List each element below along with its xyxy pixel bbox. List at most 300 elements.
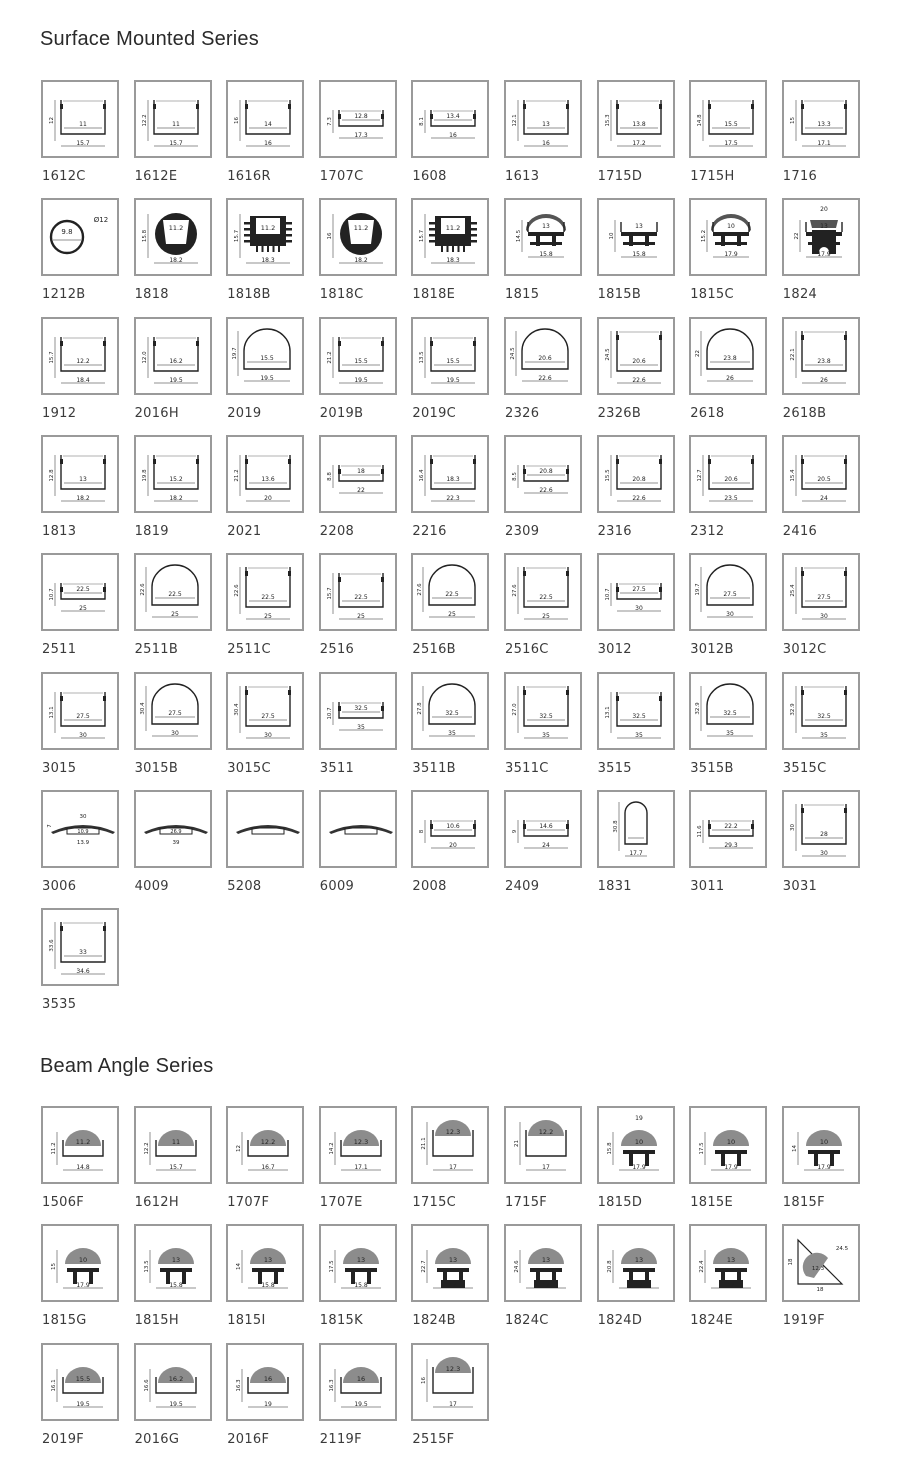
- profile-item: [597, 435, 675, 547]
- profile-code: 2326B: [597, 405, 642, 421]
- width-label: 16: [449, 132, 458, 139]
- top-label: 19: [634, 1115, 643, 1122]
- channel-profile-icon: [784, 319, 858, 393]
- profile-item: [782, 1224, 860, 1336]
- profile-item: [411, 553, 489, 665]
- profile-code: 3011: [690, 878, 725, 894]
- profile-drawing: [597, 553, 675, 631]
- width-label: 22.6: [631, 494, 646, 502]
- dome-profile-icon: [506, 200, 580, 274]
- profile-drawing: [504, 317, 582, 395]
- width-label: 19.5: [354, 376, 368, 384]
- profile-drawing: [597, 80, 675, 158]
- wing-profile-icon: [43, 792, 117, 866]
- profile-drawing: [134, 198, 212, 276]
- profile-item: [41, 435, 119, 547]
- profile-drawing: [689, 553, 767, 631]
- profile-drawing: [134, 1106, 212, 1184]
- width-label: 39: [172, 839, 180, 846]
- height-label: 15.2: [701, 230, 708, 243]
- height-label: 8: [419, 829, 426, 834]
- profile-drawing: [226, 317, 304, 395]
- profile-code: 3535: [42, 997, 77, 1013]
- width-label: 17.9: [631, 1164, 646, 1171]
- inner-label: 11.2: [168, 224, 183, 233]
- width-label: 17.9: [724, 1164, 738, 1171]
- profile-item: [134, 198, 212, 310]
- inner-label: 13.6: [261, 475, 275, 483]
- profile-code: 1815H: [134, 1313, 179, 1329]
- profile-drawing: [41, 553, 119, 631]
- profile-drawing: [134, 553, 212, 631]
- profile-item: [597, 317, 675, 429]
- beam-profile-icon: [43, 1226, 117, 1300]
- width-label: 16.7: [261, 1164, 275, 1171]
- width-label: 24: [819, 494, 828, 502]
- corner-profile-icon: [784, 1226, 858, 1300]
- profile-code: 1912: [42, 405, 77, 421]
- inner-label: 10: [634, 1138, 643, 1146]
- profile-item: [782, 80, 860, 192]
- channel-profile-icon: [136, 82, 210, 156]
- profile-item: [689, 1106, 767, 1218]
- profile-item: [597, 790, 675, 902]
- width-label: 19.5: [354, 1400, 368, 1408]
- width-label: 17.9: [76, 1282, 90, 1290]
- profile-code: 2316: [597, 523, 632, 539]
- height-label: 19.7: [695, 583, 702, 596]
- profile-item: [226, 672, 304, 784]
- beam-profile-icon: [228, 1226, 302, 1300]
- channel-profile-icon: [43, 82, 117, 156]
- profile-item: [41, 198, 119, 310]
- channel-profile-icon: [691, 82, 765, 156]
- profile-item: [504, 790, 582, 902]
- height-label: 15.5: [604, 469, 611, 482]
- profile-item: [41, 80, 119, 192]
- profile-drawing: [504, 790, 582, 868]
- profile-drawing: [782, 317, 860, 395]
- width-label: 19.5: [168, 1400, 183, 1408]
- profile-code: 2511B: [134, 642, 179, 658]
- height-label: 16.3: [328, 1378, 335, 1392]
- profile-drawing: [597, 198, 675, 276]
- inner-label: 12.2: [76, 357, 90, 365]
- height-label: 14.5: [516, 230, 522, 243]
- inner-label: 22.5: [445, 591, 460, 599]
- height-label: 10: [608, 232, 615, 240]
- inner-label: 27.5: [631, 586, 646, 594]
- height-label: 12: [49, 117, 55, 124]
- width-label: 17.7: [628, 849, 643, 857]
- channel-profile-icon: [784, 555, 858, 629]
- profile-drawing: [411, 317, 489, 395]
- height-label: 24.5: [510, 346, 516, 360]
- inner-label: 27.5: [167, 709, 182, 717]
- profile-code: 1815D: [597, 1195, 643, 1210]
- channel-profile-icon: [599, 319, 673, 393]
- profile-item: [226, 1343, 304, 1455]
- width-label: 17: [449, 1400, 458, 1408]
- profile-drawing: [689, 1106, 767, 1184]
- profile-drawing: [411, 553, 489, 631]
- inner-label: 26.9: [170, 828, 182, 835]
- height-label: 27.6: [417, 583, 424, 596]
- width-label: 30: [726, 611, 735, 619]
- profile-drawing: [319, 1106, 397, 1184]
- height-label: 10.7: [326, 706, 333, 720]
- profile-code: 2008: [412, 878, 447, 894]
- width-label: 17: [542, 1164, 550, 1171]
- inner-label: 15.5: [446, 357, 461, 365]
- width-label: 15.8: [354, 1282, 368, 1290]
- profile-code: 1612E: [134, 169, 178, 184]
- height-label: 8.8: [326, 472, 333, 481]
- profile-drawing: [689, 435, 767, 513]
- profile-item: [134, 553, 212, 665]
- profile-item: [782, 435, 860, 547]
- width-label: 16: [542, 140, 550, 147]
- profile-code: 1919F: [782, 1313, 825, 1329]
- profile-item: [134, 790, 212, 902]
- channel-profile-icon: [321, 319, 395, 393]
- width-label: 30: [634, 605, 643, 613]
- profile-item: [319, 1343, 397, 1455]
- height-label: 16: [234, 117, 241, 124]
- wing-profile-icon: [136, 792, 210, 866]
- width-label: 19.5: [260, 374, 274, 382]
- width-label: 35: [542, 731, 550, 739]
- width-label: 35: [634, 731, 643, 739]
- heatsink-profile-icon: [413, 200, 487, 274]
- width-label: 25: [356, 613, 365, 621]
- profile-drawing: [134, 672, 212, 750]
- profile-code: 1212B: [42, 287, 86, 303]
- channel-profile-icon: [506, 674, 580, 748]
- height-label: 14.8: [697, 114, 704, 127]
- profile-drawing: [226, 1224, 304, 1302]
- wing-profile-icon: [228, 792, 302, 866]
- channel-profile-icon: [228, 555, 302, 629]
- dome-profile-icon: [228, 319, 302, 393]
- profile-code: 3515: [597, 760, 632, 776]
- inner-label: 27.5: [723, 591, 737, 599]
- width-label: 19.5: [76, 1400, 90, 1408]
- inner-label: 10.6: [446, 822, 461, 830]
- height-label: 8.5: [512, 472, 518, 481]
- profile-drawing: [319, 198, 397, 276]
- inner-label: 32.5: [723, 709, 737, 717]
- height-label: 7.3: [326, 117, 333, 126]
- profile-drawing: [226, 672, 304, 750]
- inner-label: 32.5: [354, 704, 368, 712]
- profile-code: 1831: [597, 878, 632, 894]
- beam-profile-icon: [321, 1108, 395, 1182]
- profile-drawing: [782, 790, 860, 868]
- inner-label: 14.6: [539, 822, 553, 830]
- width-label: 26: [726, 374, 735, 382]
- profile-item: [782, 317, 860, 429]
- profile-item: [504, 80, 582, 192]
- height-label: 24.5: [604, 347, 611, 361]
- height-label: 14.2: [328, 1142, 335, 1155]
- top-label: 20: [819, 206, 828, 214]
- profile-item: [504, 317, 582, 429]
- profile-item: [782, 553, 860, 665]
- height-label: 14: [236, 1263, 243, 1271]
- height-label: 12.2: [143, 1142, 150, 1155]
- width-label: 30: [264, 731, 273, 739]
- width-label: 17.1: [817, 140, 831, 147]
- width-label: 26: [819, 376, 828, 384]
- profile-item: [411, 1224, 489, 1336]
- height-label: 15.8: [141, 230, 148, 243]
- dome-profile-icon: [136, 555, 210, 629]
- profile-drawing: [411, 198, 489, 276]
- profile-code: 1506F: [42, 1195, 85, 1210]
- height-label: 16.6: [143, 1378, 150, 1392]
- profile-drawing: [597, 1224, 675, 1302]
- profile-item: [319, 80, 397, 192]
- profile-drawing: [597, 1106, 675, 1184]
- profile-code: 3012: [597, 642, 632, 658]
- height-label: 30.4: [139, 701, 146, 715]
- profile-code: 2019C: [412, 405, 457, 421]
- height-label: 12.1: [512, 114, 518, 127]
- width-label: 20: [449, 841, 458, 849]
- profile-item: [134, 1106, 212, 1218]
- inner-label: 27.5: [76, 712, 90, 720]
- beam-profile-icon: [506, 1108, 580, 1182]
- profile-drawing: [504, 672, 582, 750]
- profile-code: 2515F: [412, 1431, 455, 1447]
- dome-profile-icon: [413, 555, 487, 629]
- width-label: 30: [819, 613, 828, 621]
- heatsink-profile-icon: [136, 200, 210, 274]
- profile-item: [41, 908, 119, 1020]
- profile-item: [782, 1106, 860, 1218]
- channel-profile-icon: [506, 555, 580, 629]
- profile-drawing: [319, 317, 397, 395]
- profile-drawing: [319, 672, 397, 750]
- round-profile-icon: [43, 200, 117, 274]
- profile-code: 2309: [505, 523, 540, 539]
- width-label: 15.7: [76, 140, 90, 147]
- channel-profile-icon: [599, 437, 673, 511]
- heatsink-profile-icon: [228, 200, 302, 274]
- profile-drawing: [689, 790, 767, 868]
- profile-item: [411, 435, 489, 547]
- profile-item: [411, 80, 489, 192]
- beam-profile-icon: [691, 1108, 765, 1182]
- profile-code: 1608: [412, 169, 447, 184]
- beam-profile-icon: [43, 1345, 117, 1419]
- channel-profile-icon: [321, 82, 395, 156]
- fin-profile-icon: [599, 200, 673, 274]
- profile-drawing: [134, 1343, 212, 1421]
- height-label: 21.2: [234, 469, 241, 482]
- beam-profile-icon: [599, 1108, 673, 1182]
- channel-profile-icon: [784, 674, 858, 748]
- inner-label: 13: [727, 1256, 736, 1265]
- profile-code: 2516B: [412, 642, 456, 658]
- profile-code: 3015: [42, 760, 77, 776]
- profile-code: 1715H: [690, 169, 735, 184]
- width-label: 15.8: [539, 251, 553, 259]
- profile-item: [226, 80, 304, 192]
- width-label: 18: [449, 1282, 458, 1290]
- channel-profile-icon: [413, 82, 487, 156]
- width-label: 18: [542, 1282, 550, 1290]
- beam-profile-icon: [413, 1345, 487, 1419]
- profile-drawing: [504, 1224, 582, 1302]
- profile-code: 1616R: [227, 169, 271, 184]
- profile-drawing: [597, 317, 675, 395]
- profile-code: 1819: [134, 523, 169, 539]
- profile-item: [597, 1224, 675, 1336]
- inner-label: 27.5: [261, 712, 275, 720]
- profile-item: [411, 317, 489, 429]
- height-label: 16.3: [236, 1378, 243, 1392]
- profile-code: 3511C: [505, 760, 549, 776]
- inner-label: 13: [542, 121, 550, 128]
- profile-drawing: [597, 435, 675, 513]
- height-label: 30.4: [234, 702, 241, 716]
- width-label: 15.8: [261, 1282, 275, 1290]
- profile-code: 6009: [319, 878, 355, 894]
- height-label: 13.5: [143, 1260, 150, 1273]
- profile-code: 2618B: [782, 405, 827, 421]
- dome-profile-icon: [691, 674, 765, 748]
- profile-drawing: [782, 553, 860, 631]
- inner-label: 13.4: [446, 113, 461, 120]
- inner-label: 18.3: [446, 475, 461, 483]
- profile-item: [41, 317, 119, 429]
- profile-item: [41, 1224, 119, 1336]
- width-label: 19.5: [168, 376, 183, 384]
- height-label: 21.1: [421, 1137, 428, 1150]
- height-label: 12.2: [141, 114, 148, 127]
- channel-profile-icon: [321, 674, 395, 748]
- height-label: 15: [789, 117, 796, 124]
- height-label: 12.7: [697, 469, 704, 482]
- width-label: 20: [264, 494, 273, 502]
- width-label: 17.3: [354, 132, 368, 139]
- height-label: 15.7: [326, 587, 333, 600]
- height-label: 27.0: [512, 702, 518, 716]
- height-label: 22.6: [139, 583, 146, 596]
- inner-label: 12.8: [354, 113, 368, 120]
- height-label: 17.5: [699, 1142, 706, 1155]
- height-label: 22.1: [789, 347, 796, 361]
- profile-item: [226, 198, 304, 310]
- profile-code: 2016H: [134, 405, 179, 421]
- inner-label: 12.3: [446, 1128, 461, 1136]
- profile-item: [597, 1106, 675, 1218]
- inner-label: 11.2: [260, 224, 276, 233]
- profile-code: 1818: [134, 287, 169, 303]
- inner-label: 33: [79, 949, 87, 957]
- channel-profile-icon: [321, 437, 395, 511]
- height-label: 32.9: [789, 702, 796, 716]
- dome-profile-icon: [691, 555, 765, 629]
- height-label: 27.6: [512, 584, 518, 597]
- inner-label: 22.5: [167, 591, 182, 599]
- profile-item: [134, 1343, 212, 1455]
- width-label: 18.3: [261, 257, 275, 265]
- profile-drawing: [782, 672, 860, 750]
- profile-item: [411, 1106, 489, 1218]
- profile-item: [319, 317, 397, 429]
- beam-profile-icon: [413, 1226, 487, 1300]
- beam-profile-icon: [228, 1108, 302, 1182]
- inner-label: 15.5: [75, 1374, 91, 1383]
- profile-item: [226, 1106, 304, 1218]
- profile-drawing: [597, 790, 675, 868]
- profile-code: 2516C: [505, 642, 549, 658]
- profile-code: 3012C: [782, 642, 827, 658]
- channel-profile-icon: [413, 319, 487, 393]
- profile-item: [782, 198, 860, 310]
- profile-code: 1815C: [690, 287, 734, 303]
- profile-drawing: [411, 672, 489, 750]
- inner-label: 13: [79, 475, 87, 483]
- profile-code: 1815E: [690, 1195, 733, 1210]
- profile-item: [597, 672, 675, 784]
- profile-drawing: [411, 1106, 489, 1184]
- height-label: 25.4: [789, 584, 796, 597]
- inner-label: 10: [727, 1138, 736, 1146]
- section-title-beam: Beam Angle Series: [40, 1055, 214, 1077]
- inner-label: 10.9: [77, 828, 89, 835]
- fin-profile-icon: [784, 200, 858, 274]
- inner-label: 23.8: [817, 357, 831, 365]
- width-label: 18.2: [168, 494, 183, 502]
- inner-label: 27.5: [817, 594, 831, 602]
- dome-profile-icon: [599, 792, 673, 866]
- profile-code: 2409: [505, 878, 540, 894]
- profile-item: [597, 80, 675, 192]
- profile-code: 3511: [319, 760, 355, 776]
- inner-label: 22.2: [724, 822, 738, 830]
- height-label: 15.7: [49, 350, 55, 364]
- height-label: 9: [512, 829, 518, 834]
- profile-code: 3515B: [690, 760, 734, 776]
- width-label: 15.7: [168, 1164, 183, 1171]
- profile-code: 2119F: [319, 1431, 362, 1447]
- profile-drawing: [504, 1106, 582, 1184]
- inner-label: 20.6: [538, 354, 552, 362]
- channel-profile-icon: [784, 792, 858, 866]
- channel-profile-icon: [413, 792, 487, 866]
- width-label: 18.4: [76, 376, 90, 384]
- profile-drawing: [411, 790, 489, 868]
- height-label: 27.8: [417, 701, 424, 715]
- profile-item: [411, 1343, 489, 1455]
- profile-drawing: [226, 1106, 304, 1184]
- profile-code: 2416: [782, 523, 818, 539]
- profile-drawing: [134, 80, 212, 158]
- profile-item: [319, 435, 397, 547]
- width-label: 17.9: [817, 1164, 831, 1171]
- inner-label: 13: [542, 223, 550, 231]
- height-label: 22: [695, 349, 702, 357]
- inner-label: 12.3: [811, 1266, 824, 1273]
- width-label: 22.3: [446, 494, 461, 502]
- channel-profile-icon: [228, 674, 302, 748]
- inner-label: 20.5: [817, 475, 831, 483]
- width-label: 22: [356, 486, 365, 494]
